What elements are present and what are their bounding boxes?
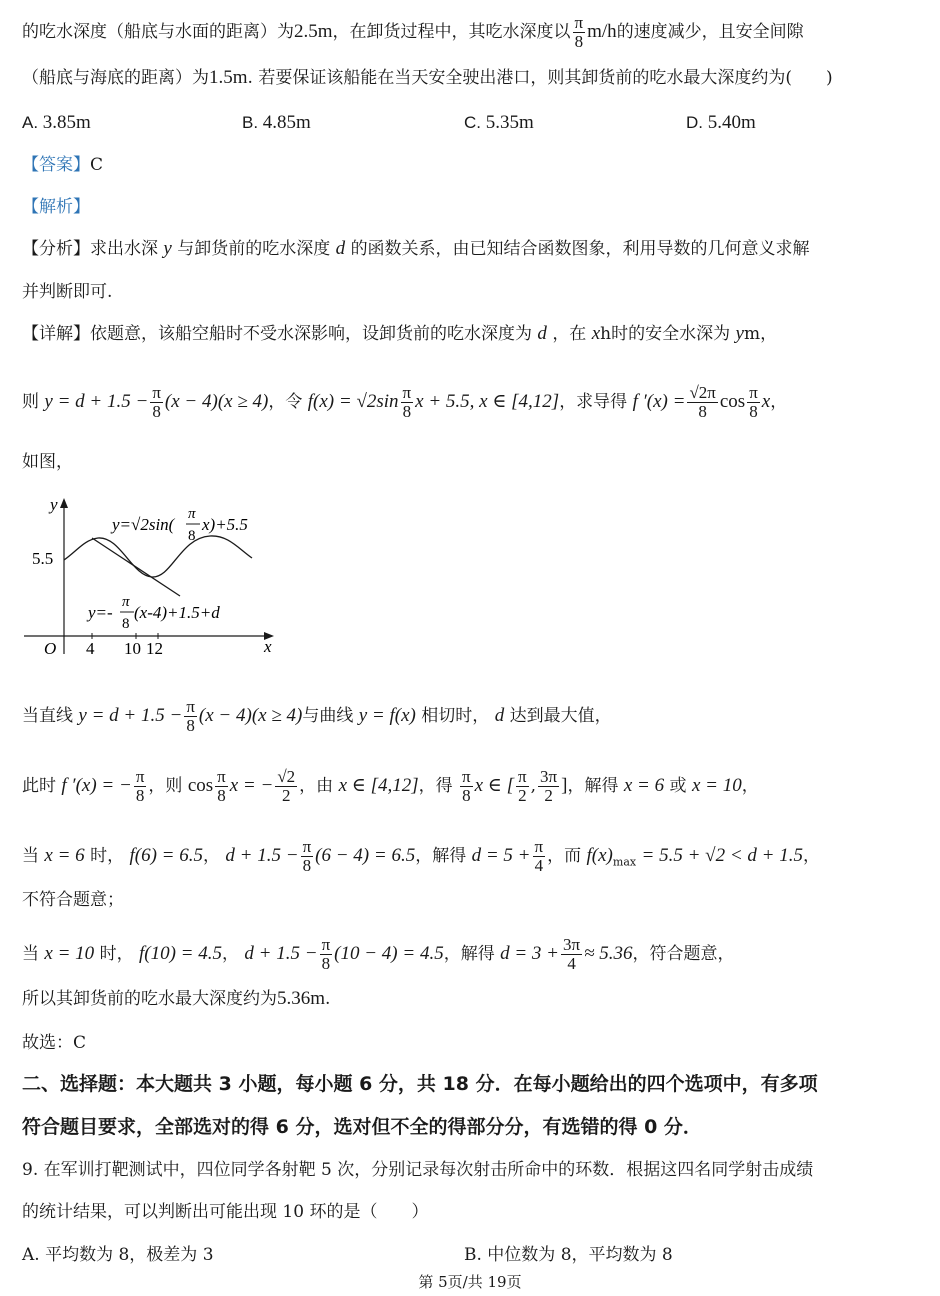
step3-line bbox=[22, 838, 820, 875]
text: ，由 bbox=[299, 776, 334, 796]
problem9-option-a[interactable]: A. 平均数为 8，极差为 3 bbox=[22, 1245, 214, 1265]
text: 的速度减少，且安全间隙 bbox=[616, 22, 804, 42]
line-label-den: 8 bbox=[122, 616, 130, 632]
problem8-line1 bbox=[22, 14, 804, 51]
text: ， bbox=[741, 776, 759, 796]
fenxi-tag: 【分析】 bbox=[22, 239, 90, 259]
math: d + 1.5 − bbox=[225, 845, 299, 866]
math: y = d + 1.5 − bbox=[44, 391, 149, 412]
math: d = 5 + bbox=[471, 845, 531, 866]
denominator: 8 bbox=[152, 402, 161, 421]
y-axis-label: y bbox=[50, 495, 58, 514]
math: d bbox=[537, 323, 547, 344]
text: ，在卸货过程中，其吃水深度以 bbox=[332, 22, 571, 42]
fraction bbox=[747, 384, 760, 421]
subscript: max bbox=[612, 855, 637, 869]
text: ， bbox=[770, 392, 788, 412]
origin-label: O bbox=[44, 639, 57, 658]
text: ， bbox=[222, 944, 239, 964]
xiangjie-tag: 【详解】 bbox=[22, 324, 90, 344]
x-tick-label: 10 bbox=[124, 639, 141, 658]
math: x = 6 bbox=[44, 845, 85, 866]
fraction bbox=[134, 768, 147, 805]
text: ，在 bbox=[552, 324, 587, 344]
math: f ′(x) = − bbox=[61, 775, 132, 796]
text: ，则 bbox=[148, 776, 183, 796]
option-value: 5.40m bbox=[707, 112, 756, 133]
line-label: y=- bbox=[88, 603, 113, 622]
math: = 5.5 + √2 < d + 1.5 bbox=[641, 845, 803, 866]
answer-line bbox=[22, 153, 103, 177]
option-c[interactable] bbox=[464, 112, 534, 134]
math: x + 5.5, x ∈ [4,12] bbox=[415, 391, 560, 412]
denominator: 8 bbox=[402, 402, 412, 421]
math: y = f(x) bbox=[358, 705, 416, 726]
analysis-tag: 【解析】 bbox=[22, 197, 90, 217]
numerator: π bbox=[534, 837, 544, 856]
text: 与曲线 bbox=[302, 706, 354, 726]
option-value: 4.85m bbox=[262, 112, 311, 133]
numerator: π bbox=[217, 767, 226, 786]
math: f ′(x) = bbox=[632, 391, 686, 412]
numerator: √2 bbox=[277, 767, 296, 786]
denominator: 8 bbox=[217, 786, 226, 805]
xiangjie-line1 bbox=[22, 322, 777, 346]
math: x = 10 bbox=[691, 775, 742, 796]
step2-line: 此时 f ′(x) = − $\frac{\pi}{8}$ ，则 cos $\frac{\pi}{8}$ x = − $\frac{√2}{2}$ ，由 x ∈ [4,12]，得 $\frac{\pi}{8}$ x ∈ [ $\frac{\pi}{2}$ , $\frac{3\pi}{2}$ ]，解得 x = 6 或 x = 10， bbox=[22, 767, 759, 805]
math: cos bbox=[719, 391, 746, 412]
x-axis-label: x bbox=[264, 637, 272, 656]
option-letter: A. bbox=[22, 113, 39, 132]
denominator: 2 bbox=[282, 786, 291, 805]
text: 不符合题意； bbox=[22, 890, 124, 910]
text: （船底与海底的距离）为 bbox=[22, 68, 209, 88]
fraction bbox=[516, 768, 529, 805]
numerator: π bbox=[152, 383, 161, 402]
math: x bbox=[761, 391, 771, 412]
option-d[interactable] bbox=[686, 112, 756, 134]
option-b[interactable] bbox=[242, 112, 311, 134]
numerator: π bbox=[462, 767, 471, 786]
numerator: π bbox=[186, 697, 195, 716]
section2-line1: 二、选择题：本大题共 3 小题，每小题 6 分，共 18 分．在每小题给出的四个选项中，有多项 bbox=[22, 1073, 818, 1095]
numerator: π bbox=[135, 767, 145, 786]
text: ， bbox=[203, 846, 220, 866]
text: m， bbox=[743, 324, 778, 344]
text: 故选：C bbox=[22, 1033, 87, 1053]
math: x ∈ [4,12] bbox=[338, 775, 419, 796]
math: 5.36m bbox=[277, 988, 326, 1009]
numerator: 3π bbox=[540, 767, 558, 786]
text: ，令 bbox=[268, 392, 303, 412]
text: . 若要保证该船能在当天安全驶出港口，则其卸货前的吃水最大深度约为( ) bbox=[247, 68, 833, 88]
math: ≈ 5.36 bbox=[584, 943, 633, 964]
sine-curve bbox=[64, 536, 252, 577]
denominator: 8 bbox=[698, 402, 707, 421]
option-letter: D. bbox=[686, 113, 703, 132]
text: 达到最大值， bbox=[509, 706, 612, 726]
math: (x − 4)(x ≥ 4) bbox=[198, 705, 303, 726]
math: x bbox=[591, 323, 601, 344]
fenxi-line2 bbox=[22, 280, 112, 304]
text: 并判断即可. bbox=[22, 282, 113, 302]
denominator: 2 bbox=[518, 786, 527, 805]
text: 求出水深 bbox=[90, 239, 158, 259]
math: (x − 4)(x ≥ 4) bbox=[164, 391, 269, 412]
numerator: 3π bbox=[563, 935, 581, 954]
fraction bbox=[573, 14, 586, 51]
xiangjie-line2 bbox=[22, 384, 787, 421]
x-tick-label: 12 bbox=[146, 639, 163, 658]
option-letter: B. bbox=[242, 113, 259, 132]
math: (10 − 4) = 4.5 bbox=[334, 943, 444, 964]
curve-label: y=√2sin( bbox=[112, 515, 175, 534]
denominator: 2 bbox=[544, 786, 553, 805]
option-a[interactable] bbox=[22, 112, 91, 134]
math: 2.5m bbox=[294, 21, 333, 42]
math: (6 − 4) = 6.5 bbox=[315, 845, 416, 866]
denominator: 4 bbox=[567, 954, 576, 973]
math: 1.5m bbox=[209, 67, 248, 88]
problem9-line1: 9. 在军训打靶测试中，四位同学各射靶 5 次，分别记录每次射击所命中的环数．根据这四名同学射击成绩 bbox=[22, 1160, 814, 1180]
fraction bbox=[538, 768, 559, 805]
curve-label-den: 8 bbox=[188, 528, 196, 544]
line-label-num: π bbox=[122, 594, 130, 610]
math: d bbox=[335, 238, 346, 259]
math: d bbox=[494, 705, 505, 726]
text: ， bbox=[802, 846, 820, 866]
text: 依题意，该船空船时不受水深影响，设卸货前的吃水深度为 bbox=[90, 324, 532, 344]
text: ，符合题意， bbox=[632, 944, 735, 964]
denominator: 8 bbox=[462, 786, 471, 805]
line-label-end: (x-4)+1.5+d bbox=[134, 603, 220, 622]
text: 当 bbox=[22, 846, 39, 866]
text: 时， bbox=[90, 846, 125, 866]
math: x = 6 bbox=[623, 775, 665, 796]
step5-line bbox=[22, 936, 735, 973]
curve-label-num: π bbox=[188, 506, 196, 522]
step1-line bbox=[22, 698, 612, 735]
math: f(x) = √2sin bbox=[307, 391, 399, 412]
y-axis-arrow bbox=[60, 498, 68, 508]
option-value: 5.35m bbox=[485, 112, 534, 133]
numerator: π bbox=[749, 383, 758, 402]
text: 当 bbox=[22, 944, 39, 964]
text: ，而 bbox=[547, 846, 582, 866]
math: f(x) bbox=[586, 845, 613, 866]
math: d = 3 + bbox=[500, 943, 560, 964]
fraction bbox=[401, 384, 414, 421]
text: ，解得 bbox=[443, 944, 495, 964]
text: 此时 bbox=[22, 776, 56, 796]
answer-value: C bbox=[90, 155, 104, 175]
step6-line bbox=[22, 987, 330, 1011]
text: 与卸货前的吃水深度 bbox=[177, 239, 331, 259]
text: 当直线 bbox=[22, 706, 73, 726]
math: x = 10 bbox=[44, 943, 95, 964]
section2-line2: 符合题目要求，全部选对的得 6 分，选对但不全的得部分分，有选错的得 0 分． bbox=[22, 1116, 702, 1138]
math: m/h bbox=[587, 21, 617, 42]
text: h时的安全水深为 bbox=[600, 324, 731, 344]
math: cos bbox=[187, 775, 214, 796]
denominator: 8 bbox=[302, 856, 312, 875]
math: y bbox=[735, 323, 744, 344]
denominator: 4 bbox=[534, 856, 544, 875]
text: 所以其卸货前的吃水最大深度约为 bbox=[22, 989, 277, 1009]
problem9-option-b[interactable]: B. 中位数为 8，平均数为 8 bbox=[464, 1245, 673, 1265]
y-tick-label: 5.5 bbox=[32, 549, 54, 568]
text: ，解得 bbox=[415, 846, 467, 866]
numerator: π bbox=[574, 13, 584, 32]
fraction bbox=[184, 698, 197, 735]
step7-line bbox=[22, 1031, 86, 1055]
fraction bbox=[687, 384, 717, 421]
fraction bbox=[215, 768, 228, 805]
fraction bbox=[320, 936, 333, 973]
page-footer: 第 5页/共 19页 bbox=[418, 1273, 522, 1291]
math: y bbox=[163, 238, 172, 259]
math: y = d + 1.5 − bbox=[78, 705, 183, 726]
numerator: π bbox=[302, 837, 312, 856]
answer-tag: 【答案】 bbox=[22, 155, 90, 175]
math: f(10) = 4.5 bbox=[138, 943, 222, 964]
math: x ∈ [ bbox=[474, 775, 515, 796]
analysis-line bbox=[22, 195, 90, 219]
math: x = − bbox=[229, 775, 274, 796]
text: ，得 bbox=[418, 776, 453, 796]
numerator: π bbox=[518, 767, 527, 786]
fraction bbox=[150, 384, 163, 421]
text: 相切时， bbox=[421, 706, 490, 726]
numerator: π bbox=[321, 935, 331, 954]
text: 时， bbox=[99, 944, 134, 964]
fraction bbox=[460, 768, 473, 805]
text: 或 bbox=[669, 776, 687, 796]
fraction bbox=[301, 838, 314, 875]
text: ，求导得 bbox=[559, 392, 628, 412]
text: 如图， bbox=[22, 452, 73, 472]
problem8-line2 bbox=[22, 66, 833, 90]
denominator: 8 bbox=[321, 954, 331, 973]
text: 则 bbox=[22, 392, 39, 412]
math: f(6) = 6.5 bbox=[129, 845, 203, 866]
math: d + 1.5 − bbox=[244, 943, 318, 964]
problem9-line2: 的统计结果，可以判断出可能出现 10 环的是（ ） bbox=[22, 1202, 429, 1222]
denominator: 8 bbox=[186, 716, 195, 735]
denominator: 8 bbox=[135, 786, 145, 805]
fraction bbox=[275, 768, 297, 805]
fraction bbox=[561, 936, 582, 973]
tangent-line bbox=[92, 538, 180, 596]
math: ] bbox=[561, 775, 568, 796]
text: 的函数关系，由已知结合函数图象，利用导数的几何意义求解 bbox=[350, 239, 810, 259]
numerator: √2π bbox=[689, 383, 716, 402]
curve-label-end: x)+5.5 bbox=[202, 515, 248, 534]
x-tick-label: 4 bbox=[86, 639, 95, 658]
fraction bbox=[533, 838, 546, 875]
text: 的吃水深度（船底与水面的距离）为 bbox=[22, 22, 294, 42]
text: ，解得 bbox=[567, 776, 619, 796]
numerator: π bbox=[402, 383, 412, 402]
step4-line bbox=[22, 888, 124, 912]
option-letter: C. bbox=[464, 113, 481, 132]
text: . bbox=[325, 989, 331, 1009]
denominator: 8 bbox=[574, 32, 584, 51]
denominator: 8 bbox=[749, 402, 758, 421]
fenxi-line1 bbox=[22, 237, 810, 261]
option-value: 3.85m bbox=[42, 112, 91, 133]
function-figure bbox=[20, 490, 290, 670]
rutu-line bbox=[22, 450, 73, 474]
